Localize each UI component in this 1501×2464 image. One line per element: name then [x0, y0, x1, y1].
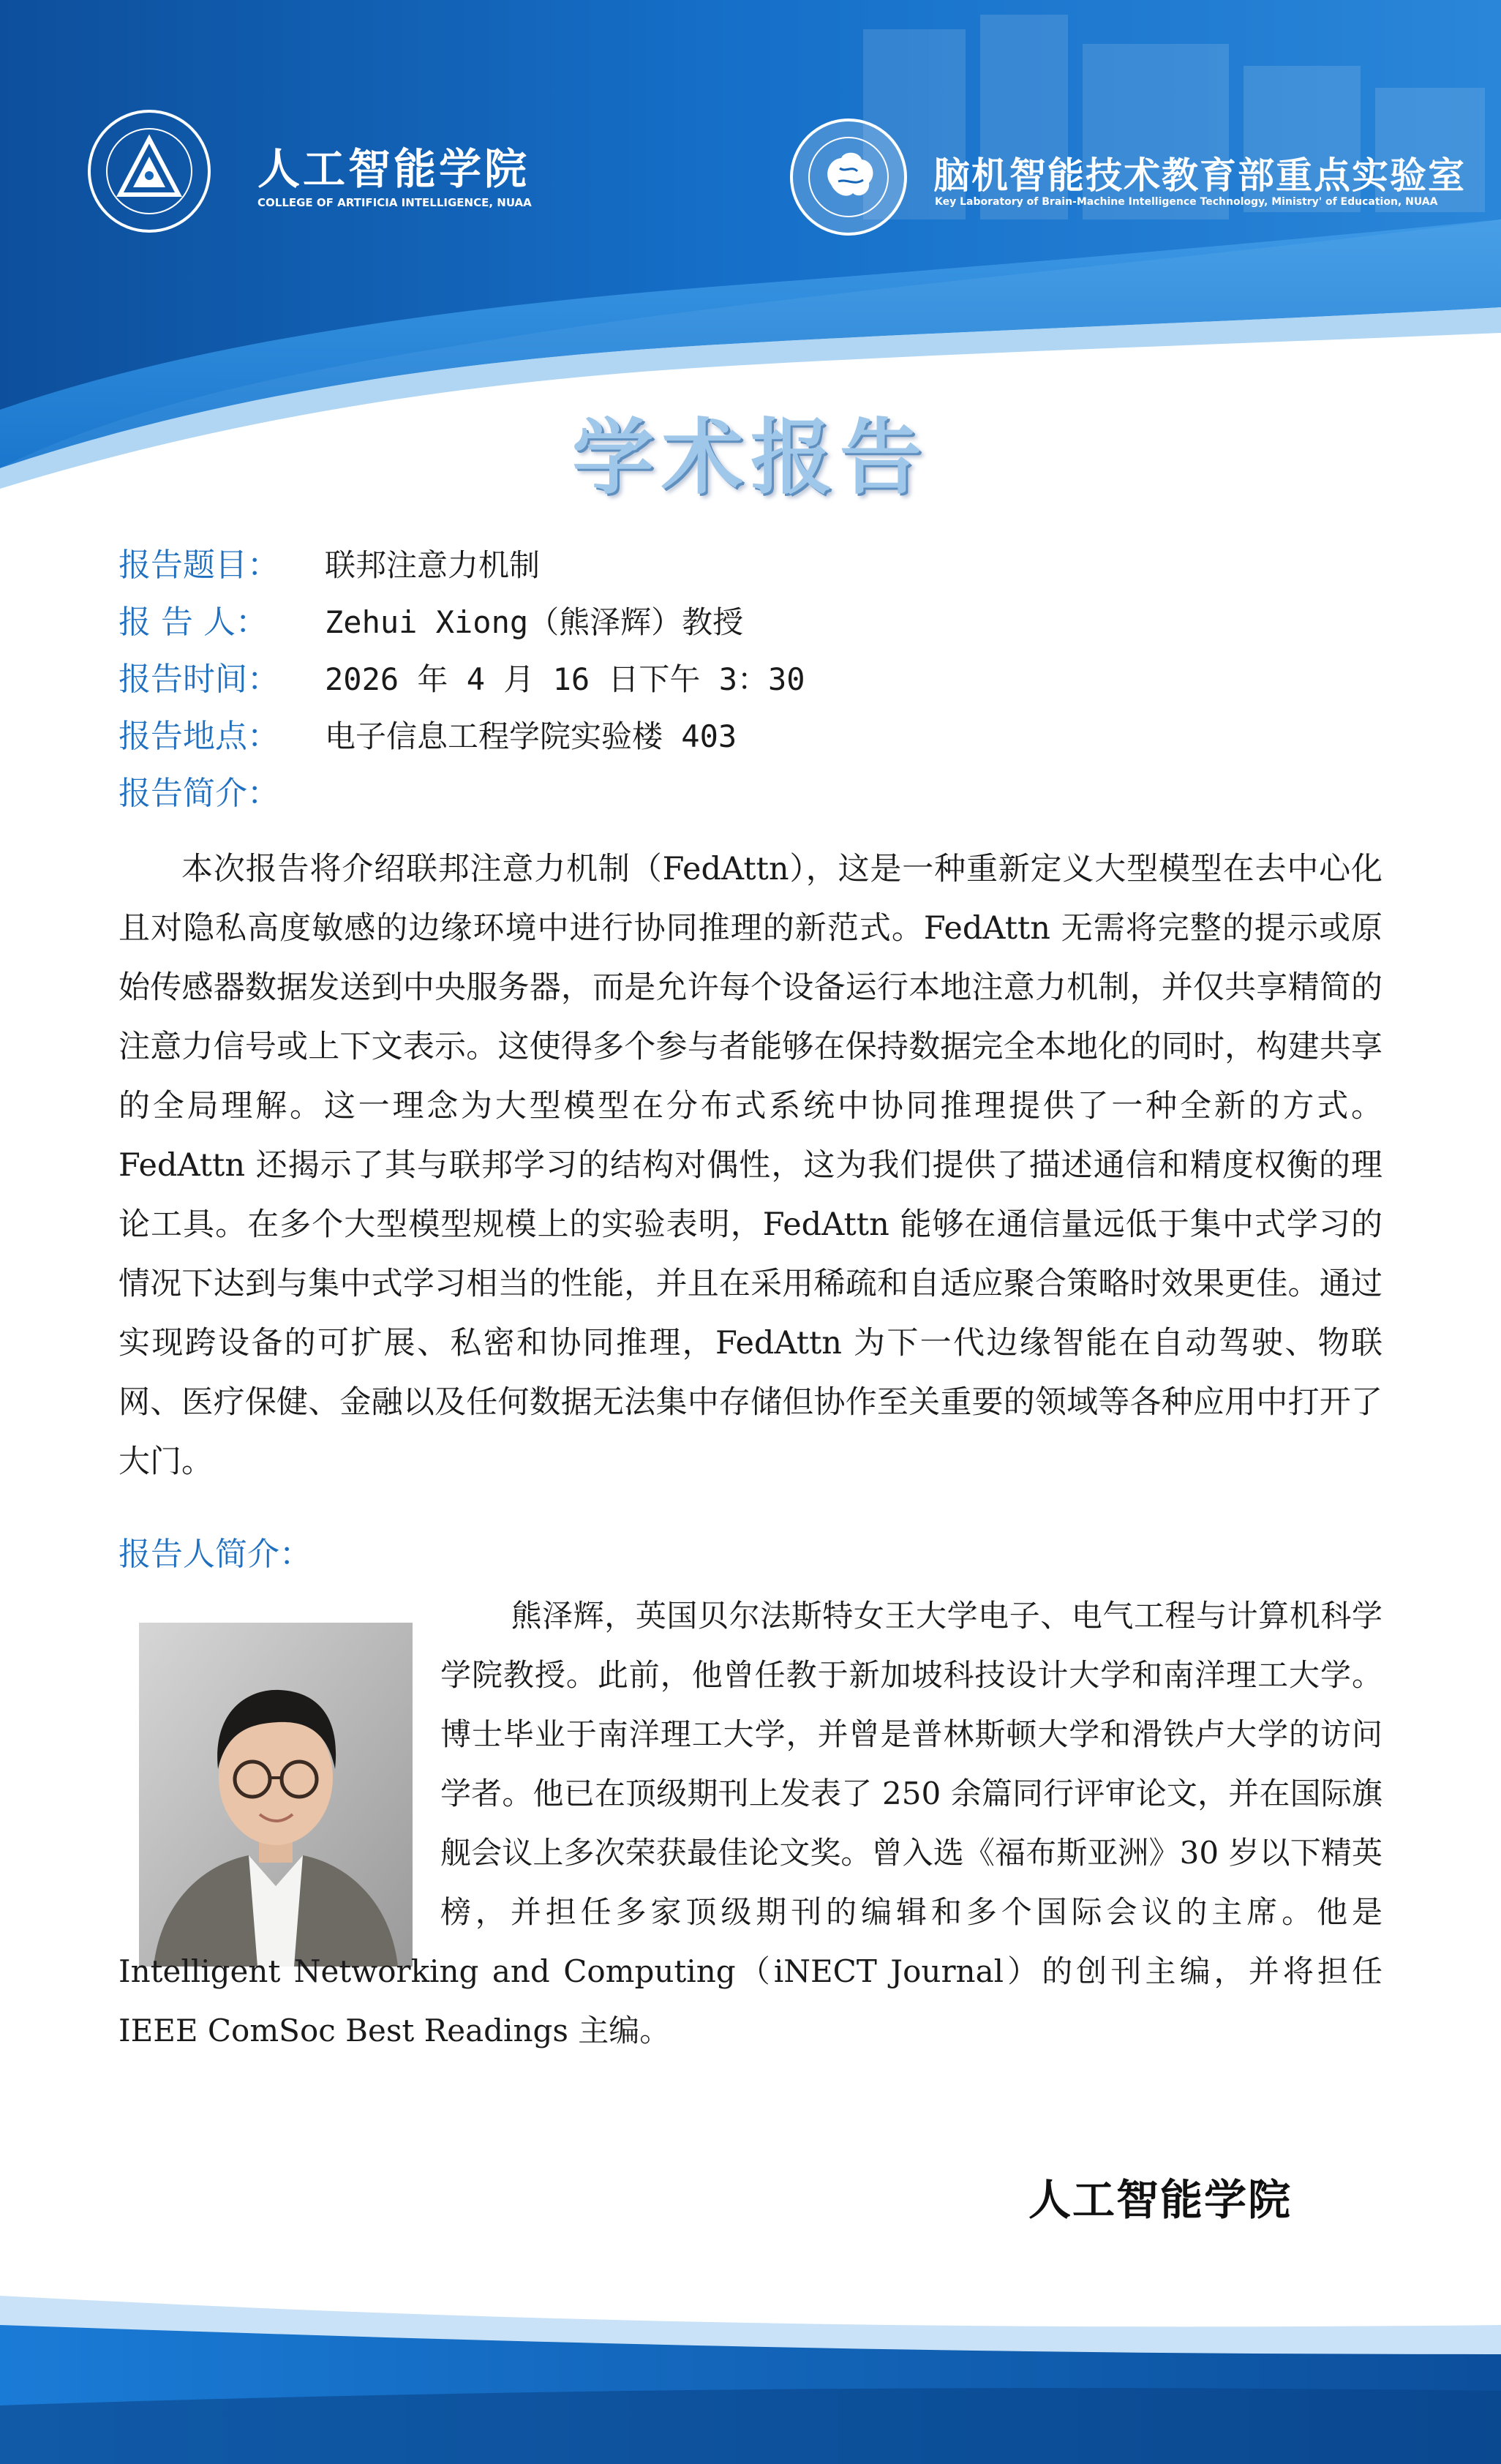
signature: 人工智能学院 — [1028, 2175, 1293, 2225]
info-label: 报告简介： — [118, 775, 279, 812]
info-value: 联邦注意力机制 — [325, 547, 541, 583]
college-name: 人工智能学院 — [257, 144, 530, 194]
info-value: Zehui Xiong（熊泽辉）教授 — [325, 604, 744, 640]
info-label: 报告地点： — [118, 718, 279, 755]
document-title: 学术报告 — [572, 410, 929, 506]
bio-text: 熊泽辉，英国贝尔法斯特女王大学电子、电气工程与计算机科学学院教授。此前，他曾任教于新加坡科技设计大学和南洋理工大学。博士毕业于南洋理工大学，并曾是普林斯顿大学和滑铁卢大学的访问学者。他已在顶级期刊上发表了 250 余篇同行评审论文，并在国际旗舰会议上多次荣获最佳论文奖。曾入选《福布斯亚洲》30 岁以下精英榜，并担任多家顶级期刊的编辑和多个国际会议的主席。他是 Intelligent Networking and Computing（iNECT Journal）的创刊主编，并将担任 IEEE ComSoc Best Readings 主编。 — [118, 1598, 1382, 2048]
brain-lab-logo — [789, 117, 908, 237]
abstract-text: 本次报告将介绍联邦注意力机制（FedAttn），这是一种重新定义大型模型在去中心化且对隐私高度敏感的边缘环境中进行协同推理的新范式。FedAttn 无需将完整的提示或原始传感器数据发送到中央服务器，而是允许每个设备运行本地注意力机制，并仅共享精简的注意力信号或上下文表示。这使得多个参与者能够在保持数据完全本地化的同时，构建共享的全局理解。这一理念为大型模型在分布式系统中协同推理提供了一种全新的方式。FedAttn 还揭示了其与联邦学习的结构对偶性，这为我们提供了描述通信和精度权衡的理论工具。在多个大型模型规模上的实验表明，FedAttn 能够在通信量远低于集中式学习的情况下达到与集中式学习相当的性能，并且在采用稀疏和自适应聚合策略时效果更佳。通过实现跨设备的可扩展、私密和协同推理，FedAttn 为下一代边缘智能在自动驾驶、物联网、医疗保健、金融以及任何数据无法集中存储但协作至关重要的领域等各种应用中打开了大门。 — [118, 851, 1382, 1480]
footer-banner — [0, 2245, 1501, 2464]
info-value: 2026 年 4 月 16 日下午 3：30 — [325, 661, 805, 697]
lab-name-en: Key Laboratory of Brain-Machine Intelligence Technology, Ministry' of Education, NUAA — [935, 196, 1438, 208]
info-label: 报 告 人： — [118, 604, 268, 641]
bio-paragraph — [118, 1586, 1382, 2060]
college-name-en: COLLEGE OF ARTIFICIA INTELLIGENCE, NUAA — [257, 196, 532, 209]
lab-name: 脑机智能技术教育部重点实验室 — [933, 154, 1466, 197]
info-label: 报告题目： — [118, 546, 279, 584]
info-label: 报告时间： — [118, 661, 279, 698]
info-value: 电子信息工程学院实验楼 403 — [325, 718, 737, 754]
bio-heading: 报告人简介： — [118, 1536, 312, 1573]
nuaa-college-logo — [86, 108, 212, 234]
